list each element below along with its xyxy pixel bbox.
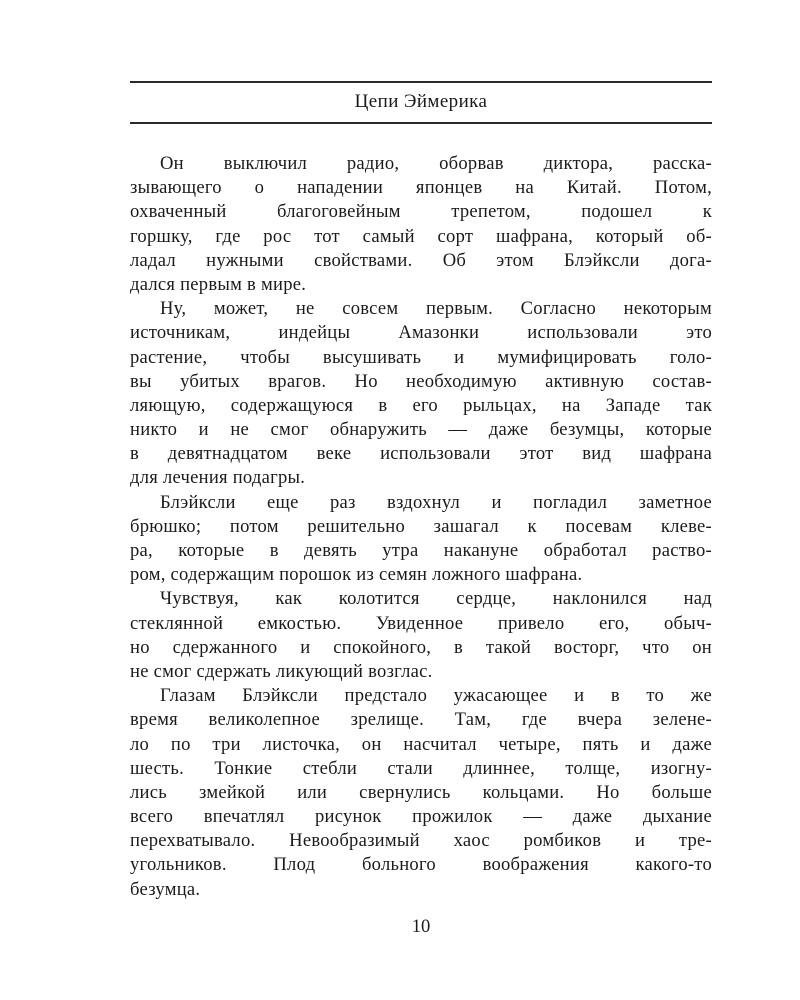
text-line: дался первым в мире. bbox=[130, 273, 307, 295]
text-line: растение, чтобы высушивать и мумифицировать голо- bbox=[130, 346, 712, 368]
text-line: Блэйксли еще раз вздохнул и погладил заметное bbox=[160, 491, 712, 513]
body-text bbox=[130, 152, 712, 902]
text-line: зывающего о нападении японцев на Китай. Потом, bbox=[130, 177, 712, 199]
text-line: горшку, где рос тот самый сорт шафрана, который об- bbox=[130, 225, 712, 247]
page-number: 10 bbox=[411, 916, 431, 937]
text-line: никто и не смог обнаружить — даже безумцы, которые bbox=[130, 419, 712, 441]
text-line: Глазам Блэйксли предстало ужасающее и в то же bbox=[160, 685, 712, 707]
text-line: перехватывало. Невообразимый хаос ромбиков и тре- bbox=[130, 830, 712, 852]
text-line: охваченный благоговейным трепетом, подошел к bbox=[130, 201, 712, 223]
text-line: Ну, может, не совсем первым. Согласно некоторым bbox=[160, 298, 712, 320]
text-line: не смог сдержать ликующий возглас. bbox=[130, 660, 433, 682]
text-line: Он выключил радио, оборвав диктора, расска- bbox=[160, 153, 712, 174]
text-line: ляющую, содержащуюся в его рыльцах, на Западе так bbox=[130, 394, 712, 416]
text-line: время великолепное зрелище. Там, где вчера зелене- bbox=[130, 709, 712, 731]
text-line: в девятнадцатом веке использовали этот вид шафрана bbox=[130, 443, 712, 465]
running-head-title: Цепи Эймерика bbox=[354, 91, 488, 112]
text-line: брюшко; потом решительно зашагал к посевам клеве- bbox=[130, 515, 712, 537]
text-line: вы убитых врагов. Но необходимую активную состав- bbox=[130, 370, 712, 392]
text-line: для лечения подагры. bbox=[130, 467, 306, 489]
text-line: лись змейкой или свернулись кольцами. Но больше bbox=[130, 781, 712, 803]
text-line: ра, которые в девять утра накануне обработал раство- bbox=[130, 540, 712, 561]
text-line: безумца. bbox=[130, 878, 201, 900]
text-line: стеклянной емкостью. Увиденное привело его, обыч- bbox=[130, 612, 712, 634]
text-line: ладал нужными свойствами. Об этом Блэйксли дога- bbox=[130, 249, 712, 271]
text-line: угольников. Плод больного воображения какого-то bbox=[130, 854, 712, 876]
text-line: Чувствуя, как колотится сердце, наклонился над bbox=[160, 588, 712, 610]
header-bottom-rule bbox=[130, 122, 712, 124]
text-line: но сдержанного и спокойного, в такой восторг, что он bbox=[130, 636, 712, 658]
text-line: ром, содержащим порошок из семян ложного шафрана. bbox=[130, 564, 583, 586]
header-top-rule bbox=[130, 81, 712, 83]
text-line: ло по три листочка, он насчитал четыре, пять и даже bbox=[130, 733, 712, 755]
text-line: источникам, индейцы Амазонки использовали это bbox=[130, 322, 712, 344]
text-line: шесть. Тонкие стебли стали длиннее, толще, изогну- bbox=[130, 757, 712, 779]
text-line: всего впечатлял рисунок прожилок — даже дыхание bbox=[130, 806, 712, 828]
